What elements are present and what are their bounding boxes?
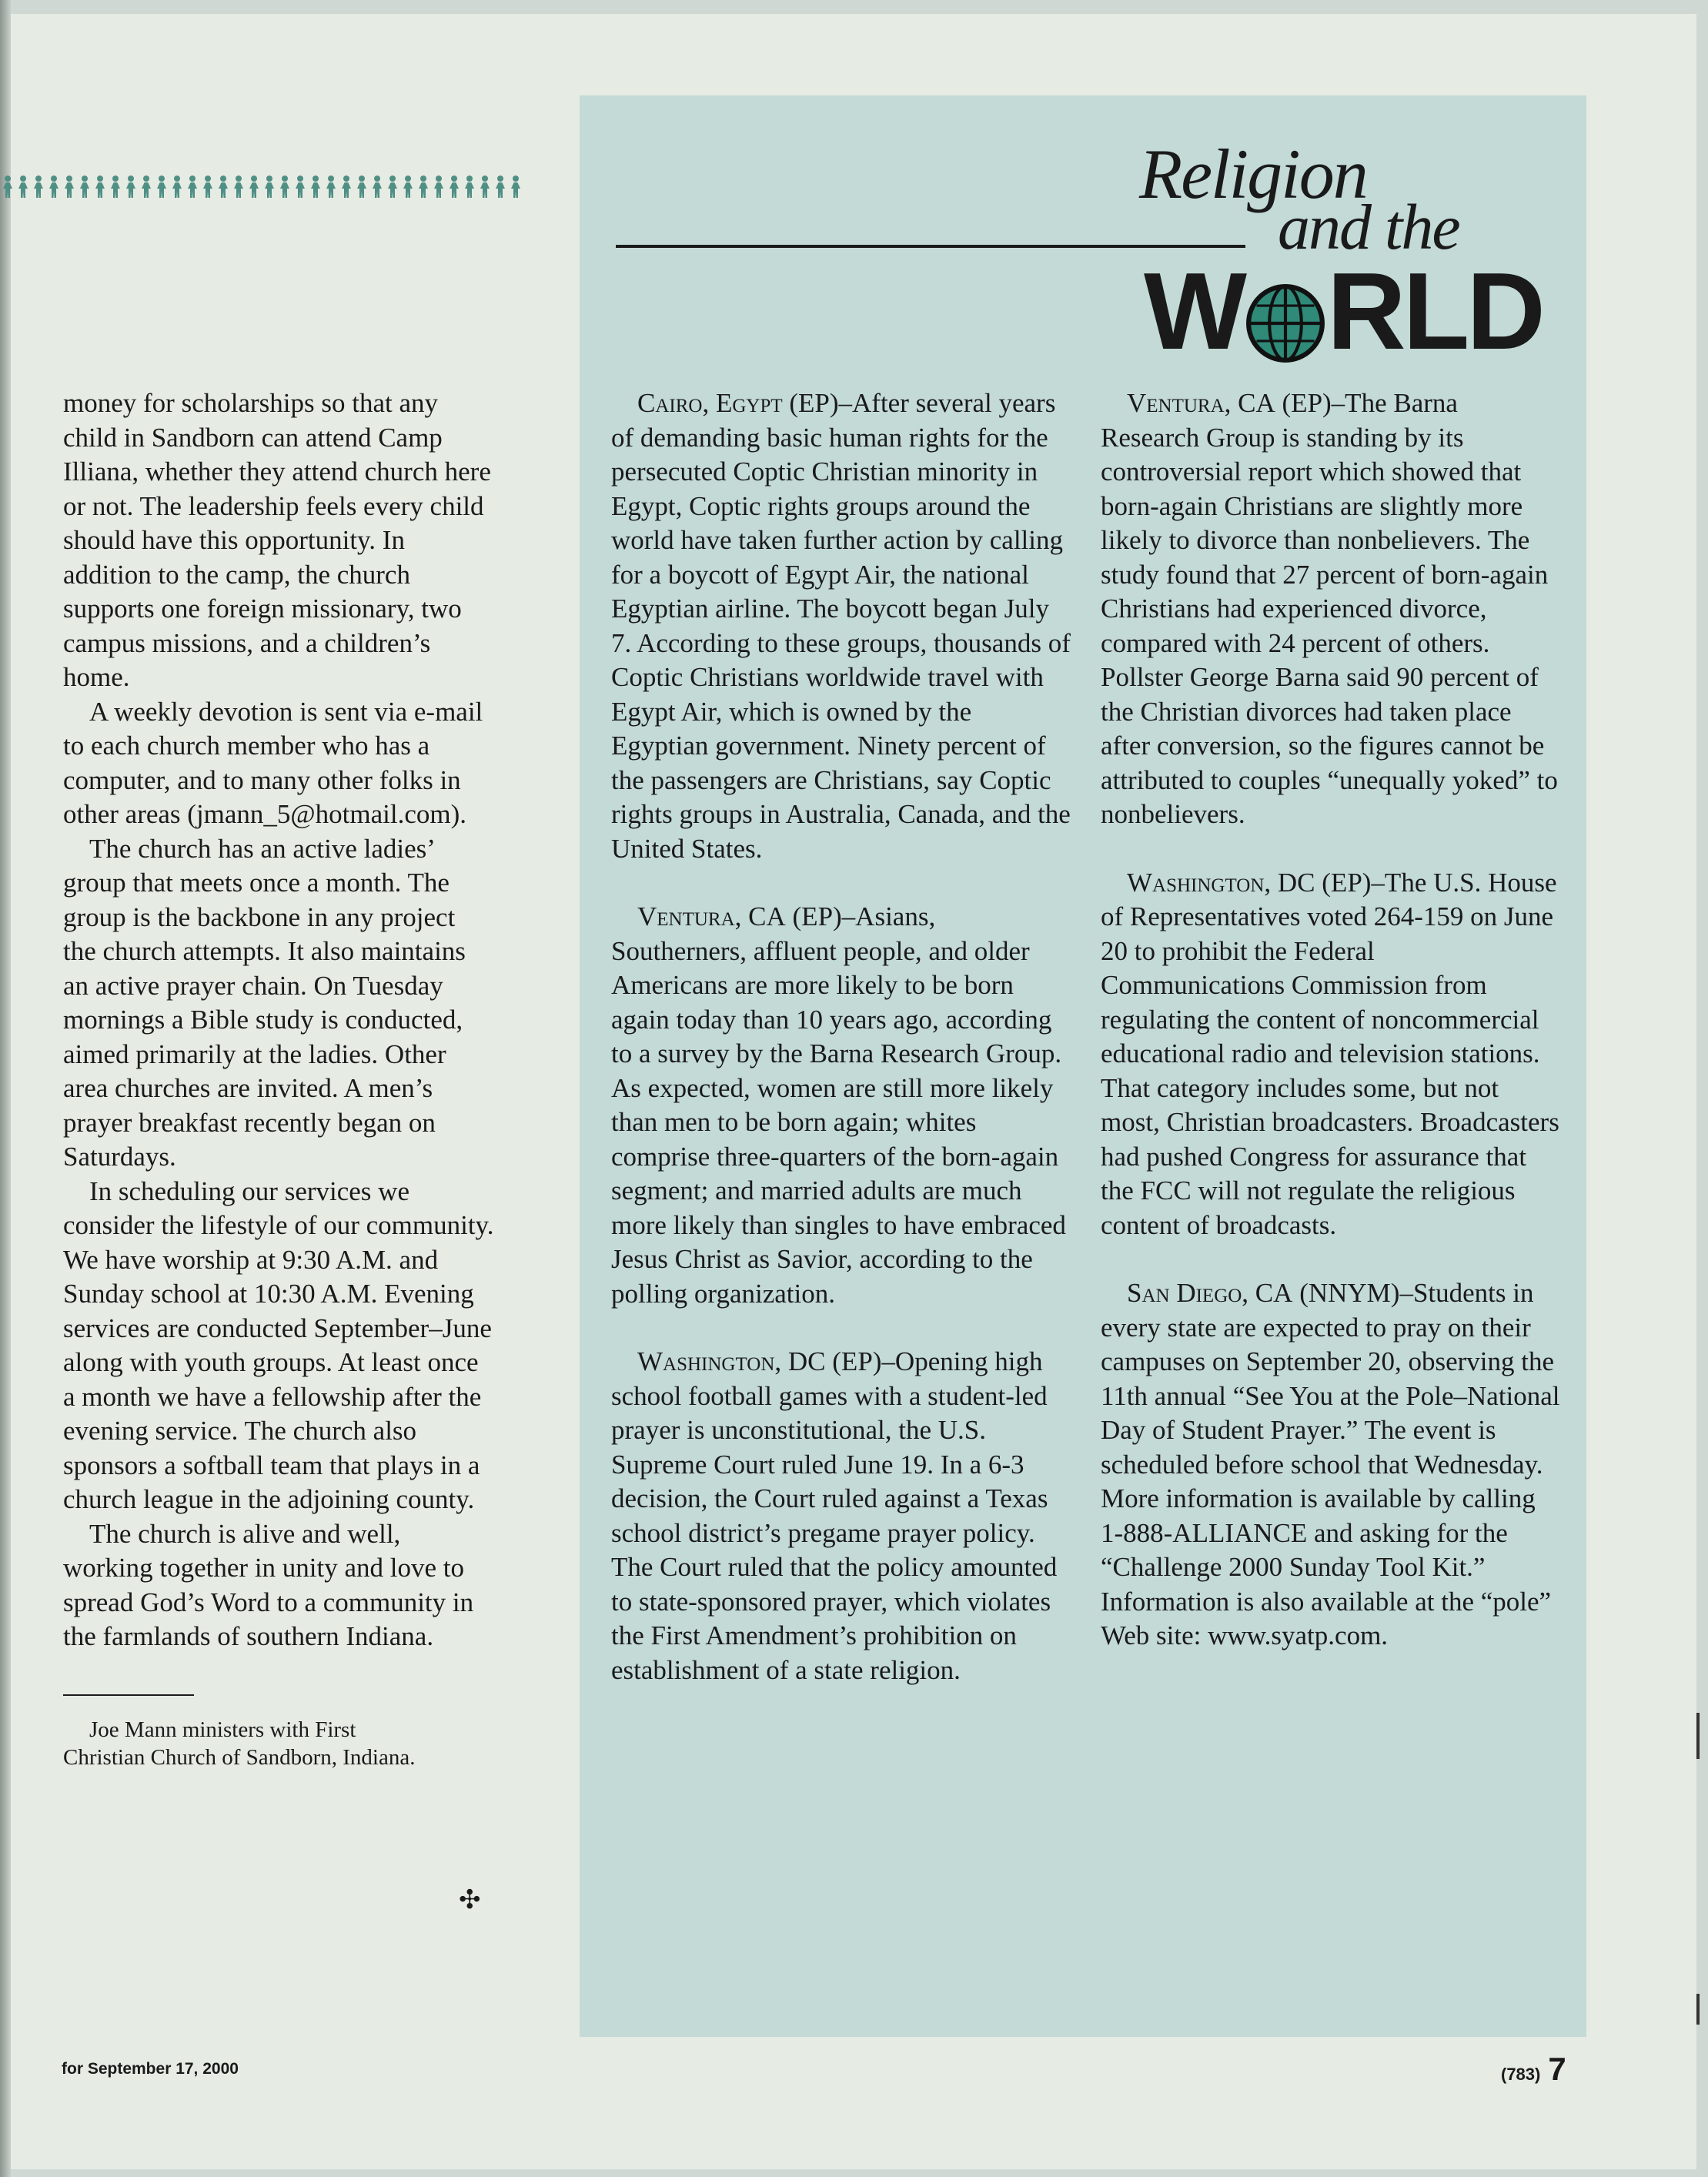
news-text: (EP)–Opening high school football games with a student-led prayer is unconstitutional, the U.S. Supreme Court ruled June 19. In a 6-3 decision, the Court ruled against a Texas school district’s pregame prayer policy. The Court ruled that the policy amounted to state-sponsored prayer, which violates the First Amendment’s prohibition on establishment of a state religion. (611, 1346, 1058, 1685)
article-paragraph: The church has an active ladies’ group that meets once a month. The group is the backbone in any project the church attempts. It also maintains an active prayer chain. On Tuesday mornings a Bible study is conducted, aimed primarily at the ladies. Other area churches are invited. A men’s prayer breakfast recently began on Saturdays. (63, 833, 466, 1172)
paper-doll-figure-icon (62, 174, 77, 200)
paper-doll-figure-icon (185, 174, 200, 200)
news-column (1101, 386, 1563, 1687)
article-paragraph: A weekly devotion is sent via e-mail to each church member who has a computer, and to many other folks in other areas (jmann_5@hotmail.com). (63, 696, 483, 829)
news-text: (EP)–After several years of demanding basic human rights for the persecuted Coptic Christian minority in Egypt, Coptic rights groups around the world have taken further action by calling for a boycott of Egypt Air, the national Egyptian airline. The boycott began July 7. According to these groups, thousands of Coptic Christians worldwide travel with Egypt Air, which is owned by the Egyptian government. Ninety percent of the passengers are Christians, say Coptic rights groups in Australia, Canada, and the United States. (611, 388, 1071, 864)
article-paragraph: In scheduling our services we consider the lifestyle of our community. We have worship at 9:30 A.M. and Sunday school at 10:30 A.M. Evening services are conducted September–June along with youth groups. At least once a month we have a fellowship after the evening service. The church also sponsors a softball team that plays in a church league in the adjoining county. (63, 1175, 494, 1514)
article-paragraph: The church is alive and well, working together in unity and love to spread God’s Word to a community in the farmlands of southern Indiana. (63, 1518, 474, 1651)
paper-doll-figure-icon (292, 174, 308, 200)
paper-doll-figure-icon (369, 174, 385, 200)
article-paragraph: money for scholarships so that any child in Sandborn can attend Camp Illiana, whether they attend church here or not. The leadership feels every child should have this opportunity. In addition to the camp, the church supports one foreign missionary, two campus missions, and a children’s home. (63, 388, 491, 692)
issue-date: for September 17, 2000 (62, 2060, 239, 2078)
paper-doll-figure-icon (431, 174, 446, 200)
end-mark-icon: ✣ (459, 1886, 481, 1914)
paper-doll-figure-icon (400, 174, 416, 200)
masthead-religion: Religion (1139, 135, 1367, 213)
paper-doll-figure-icon (77, 174, 92, 200)
article-column (63, 386, 494, 1771)
news-item (611, 1345, 1073, 1687)
paper-doll-figure-icon (108, 174, 123, 200)
news-dateline: Ventura, CA (637, 901, 786, 931)
edge-mark (1696, 1994, 1700, 2025)
paper-doll-figure-icon (46, 174, 62, 200)
paper-doll-figure-icon (200, 174, 216, 200)
author-bio-line: Joe Mann ministers with First (89, 1717, 356, 1742)
edge-mark (1696, 1713, 1700, 1759)
paper-doll-figure-icon (323, 174, 339, 200)
paper-doll-figure-icon (385, 174, 400, 200)
news-text: (NNYM)–Students in every state are expected to pray on their campuses on September 20, observing the 11th annual “See You at the Pole–National Day of Student Prayer.” The event is scheduled before school that Wednesday. More information is available by calling 1-888-ALLIANCE and asking for the “Challenge 2000 Sunday Tool Kit.” Information is also available at the “pole” Web site: www.syatp.com. (1101, 1278, 1560, 1650)
paper-doll-figure-icon (246, 174, 262, 200)
page-code: (783) (1501, 2065, 1541, 2084)
globe-icon (1245, 272, 1325, 352)
paper-doll-figure-icon (493, 174, 508, 200)
page-folio (1501, 2051, 1566, 2088)
news-item (611, 900, 1073, 1311)
paper-doll-figure-icon (92, 174, 108, 200)
paper-doll-figure-icon (231, 174, 246, 200)
news-dateline: Washington, DC (637, 1346, 826, 1376)
paper-doll-figure-icon (308, 174, 323, 200)
paper-doll-figure-icon (15, 174, 31, 200)
news-dateline: Washington, DC (1127, 867, 1315, 898)
paper-doll-figure-icon (416, 174, 431, 200)
news-dateline: Ventura, CA (1127, 388, 1275, 418)
paper-doll-figure-icon (169, 174, 185, 200)
paper-doll-figure-icon (339, 174, 354, 200)
paper-doll-figure-icon (31, 174, 46, 200)
binding-shadow (0, 0, 11, 2177)
news-text: (EP)–Asians, Southerners, affluent people, and older Americans are more likely to be born again today than 10 years ago, according to a survey by the Barna Research Group. As expected, women are still more likely than men to be born again; whites comprise three-quarters of the born-again segment; and married adults are much more likely than singles to have embraced Jesus Christ as Savior, according to the polling organization. (611, 901, 1066, 1309)
news-item (1101, 386, 1563, 832)
news-column (611, 386, 1073, 1721)
news-text: (EP)–The U.S. House of Representatives voted 264-159 on June 20 to prohibit the Federal Communications Commission from regulating the content of noncommercial educational radio and television stations. That category includes some, but not most, Christian broadcasters. Broadcasters had pushed Congress for assurance that the FCC will not regulate the religious content of broadcasts. (1101, 867, 1559, 1240)
section-masthead (1131, 135, 1563, 373)
bio-divider (63, 1694, 194, 1696)
masthead-world-w: W (1144, 250, 1245, 373)
paper-doll-figure-icon (139, 174, 154, 200)
paper-doll-figure-icon (354, 174, 369, 200)
news-dateline: San Diego, CA (1127, 1278, 1293, 1308)
news-dateline: Cairo, Egypt (637, 388, 783, 418)
page-number: 7 (1548, 2051, 1566, 2087)
masthead-world-rld: RLD (1327, 250, 1543, 373)
news-text: (EP)–The Barna Research Group is standing by its controversial report which showed that born-again Christians are slightly more likely to divorce than nonbelievers. The study found that 27 percent of born-again Christians had experienced divorce, compared with 24 percent of others. Pollster George Barna said 90 percent of the Christian divorces had taken place after conversion, so the figures cannot be attributed to couples “unequally yoked” to nonbelievers. (1101, 388, 1558, 829)
paper-doll-figure-icon (477, 174, 493, 200)
news-item (1101, 866, 1563, 1243)
paper-doll-figure-icon (277, 174, 292, 200)
masthead-and-the: and the (1278, 192, 1459, 263)
paper-doll-figure-icon (446, 174, 462, 200)
paper-doll-figure-icon (262, 174, 277, 200)
news-item (611, 386, 1073, 866)
paper-doll-figure-icon (508, 174, 523, 200)
paper-doll-border (0, 174, 531, 200)
paper-doll-figure-icon (0, 174, 15, 200)
paper-doll-figure-icon (123, 174, 139, 200)
paper-doll-figure-icon (216, 174, 231, 200)
masthead-world (1144, 250, 1543, 373)
news-item (1101, 1276, 1563, 1654)
paper-doll-figure-icon (462, 174, 477, 200)
author-bio (63, 1716, 494, 1771)
author-bio-line: Christian Church of Sandborn, Indiana. (63, 1744, 416, 1770)
paper-doll-figure-icon (154, 174, 169, 200)
